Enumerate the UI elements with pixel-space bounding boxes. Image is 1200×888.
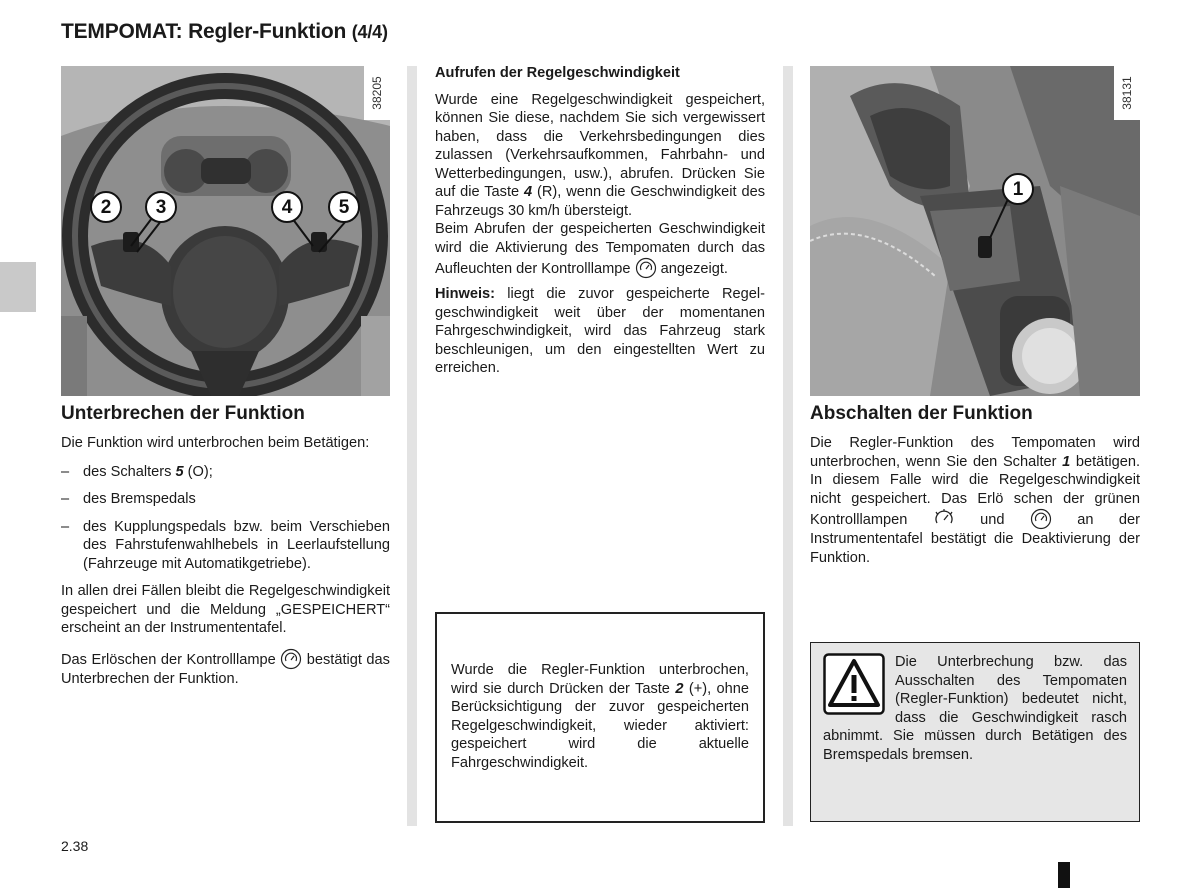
note-paragraph: Hinweis: liegt die zuvor gespeicherte Regelgeschwindigkeit weit über der momentanen Fahrgeschwindigkeit, wird das Fahrzeug stark beschleunigen, um den eingestellten Wert zu erreichen. [435, 286, 765, 376]
reactivation-note-box [435, 612, 765, 823]
callout-2: 2 [90, 191, 122, 223]
center-console-illustration [810, 66, 1140, 396]
warning-triangle-icon [823, 653, 885, 715]
callout-5: 5 [328, 191, 360, 223]
callout-3: 3 [145, 191, 177, 223]
column-divider-left [407, 66, 417, 826]
column-divider-right [783, 66, 793, 826]
left-column-text [61, 434, 390, 698]
section-heading-recall: Aufrufen der Regelgeschwindigkeit [435, 65, 680, 81]
steering-wheel-photo [61, 66, 390, 396]
warning-text: Die Unterbrechung bzw. das Ausschalten des Tempomaten (Regler-Funktion) bedeutet nicht, dass die Geschwindigkeit rasch abnimmt. Sie müssen durch Betätigen des Bremspedals bremsen. [823, 654, 1127, 763]
callout-1: 1 [1002, 173, 1034, 205]
photo-reference [1114, 66, 1140, 120]
intro-text: Die Funktion wird unterbrochen beim Betätigen: [61, 435, 370, 451]
photo-reference [364, 66, 390, 120]
chapter-tab [0, 262, 36, 312]
title-suffix: (4/4) [351, 22, 388, 42]
photo-reference-number: 38131 [1120, 76, 1134, 110]
page-number: 2.38 [61, 838, 89, 854]
warning-box [810, 642, 1140, 822]
section-heading-switch-off: Abschalten der Funktion [810, 403, 1033, 424]
reactivation-note-text: Wurde die Regler-Funktion unterbrochen, wird sie durch Drücken der Taste 2 (+), ohne Berücksichtigung der zuvor gespeicherten Regelgeschwindigkeit, wieder aktiviert: gespeichert wird die aktuelle Fahrgeschwindigkeit. [451, 662, 749, 771]
recall-paragraph: Wurde eine Regelgeschwindigkeit gespeichert, können Sie diese, nachdem Sie sich vergewissert haben, dass die Verkehrsbedingungen dies zulassen (Verkehrsaufkommen, Fahrbahn- und Wetterbedingungen, usw.), abrufen. Drücken Sie auf die Taste 4 (R), wenn die Geschwindigkeit des Fahrzeugs 30 km/h übersteigt. [435, 91, 765, 219]
title-main: TEMPOMAT: Regler-Funktion [61, 20, 347, 43]
callout-4: 4 [271, 191, 303, 223]
edge-marker [1058, 862, 1070, 888]
cruise-control-lamp-icon [280, 648, 302, 670]
cruise-control-lamp-icon [635, 257, 657, 279]
right-column-text [810, 434, 1140, 567]
list-item: – des Kupplungspedals bzw. beim Verschieben des Fahrstufenwahlhebels in Leerlaufstellung (Fahrzeuge mit Automatikgetriebe). [61, 518, 390, 572]
switch-off-paragraph: Die Regler-Funktion des Tempomaten wird unterbrochen, wenn Sie den Schalter 1 betätigen. In diesem Falle wird die Regelgeschwindigkeit nicht gespeichert. Das Erlö schen der grünen Kontrolllampen und an der Instrumententafel bestätigt die Deaktivierung der Funktion. [810, 435, 1140, 566]
section-heading-interrupt: Unterbrechen der Funktion [61, 403, 305, 424]
center-console-photo [810, 66, 1140, 396]
memory-paragraph: In allen drei Fällen bleibt die Regelgeschwindigkeit gespeichert und die Meldung „GESPEICHERT“ erscheint an der Instrumententafel. [61, 583, 390, 636]
lamp-paragraph: Das Erlöschen der Kontrolllampe bestätigt das Unterbrechen der Funktion. [61, 648, 390, 689]
list-item: – des Schalters 5 (O); [61, 463, 213, 480]
photo-reference-number: 38205 [370, 76, 384, 110]
page-title [61, 20, 388, 44]
cruise-control-green-lamp-icon [933, 508, 955, 530]
cruise-control-lamp-icon [1030, 508, 1052, 530]
list-item: – des Bremspedals [61, 491, 196, 507]
steering-wheel-illustration [61, 66, 390, 396]
activation-paragraph: Beim Abrufen der gespeicherten Geschwindigkeit wird die Aktivierung des Tempomaten durch das Aufleuchten der Kontrolllampe angezeigt. [435, 221, 766, 277]
middle-column-text [435, 64, 765, 388]
